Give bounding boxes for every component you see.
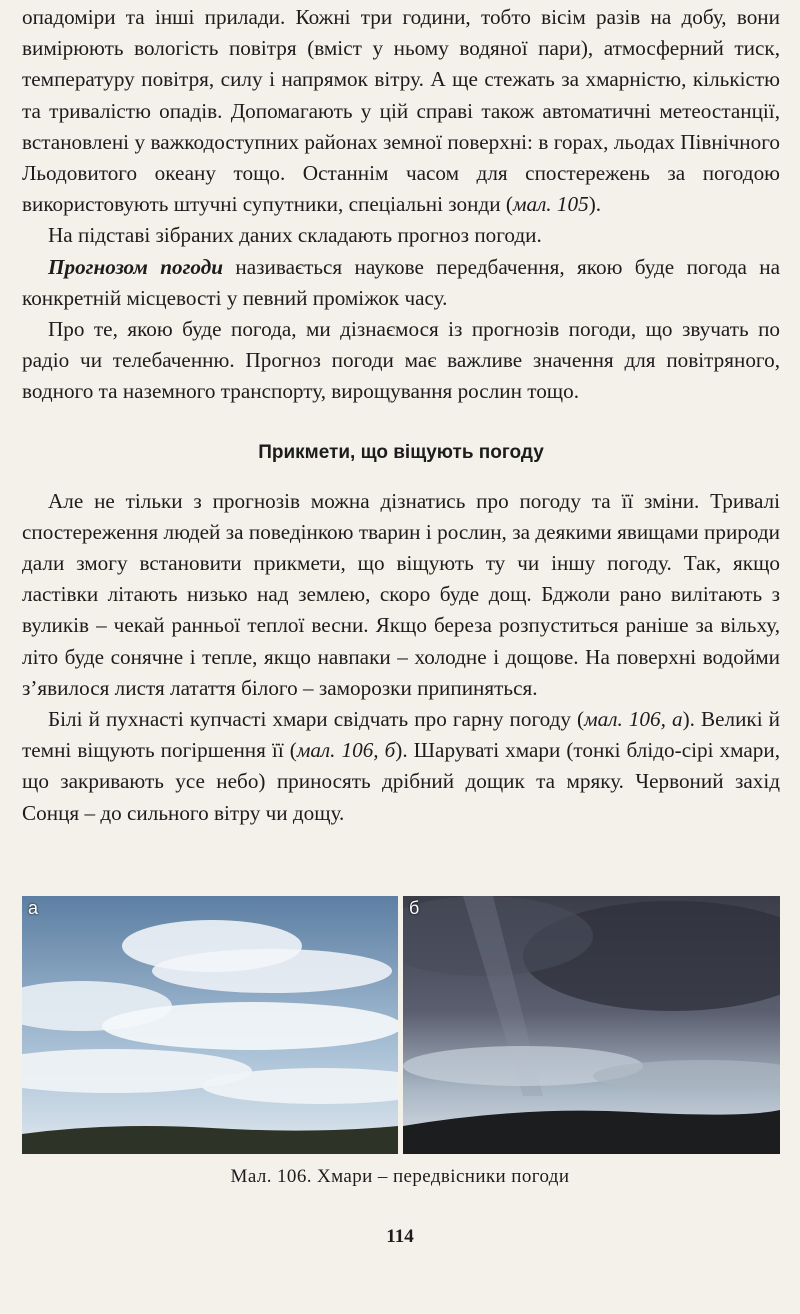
paragraph-3 — [22, 252, 780, 314]
term-weather-forecast: Прогнозом погоди — [48, 254, 224, 279]
paragraph-2: На підставі зібраних даних складають прогноз погоди. — [48, 223, 542, 248]
figure-106 — [22, 896, 780, 1154]
figure-ref-105: мал. 105 — [512, 192, 589, 217]
paragraph-6-text-a: Білі й пухнасті купчасті хмари свідчать про гарну погоду ( — [48, 707, 585, 732]
paragraph-5: Але не тільки з прогнозів можна дізнатись про погоду та її зміни. Тривалі спостереження людей за поведінкою тварин і рослин, за деякими явищами природи дали змогу встановити прикмети, що віщують ту чи іншу погоду. Так, якщо ластівки літають низько над землею, скоро буде дощ. Бджоли рано вилітають з вуликів – чекай ранньої теплої весни. Якщо береза розпуститься раніше за вільху, літо буде сонячне і тепле, якщо навпаки – холодне і дощове. На поверхні водойми з’явилося листя латаття білого – заморозки припиняться. — [22, 488, 780, 700]
photo-storm-clouds — [403, 896, 780, 1154]
paragraph-6-text-b: ). Великі й темні віщують погіршення її ( — [22, 707, 781, 763]
photo-b-image — [403, 896, 780, 1154]
paragraph-1 — [22, 2, 780, 220]
figure-ref-106a: мал. 106, а — [584, 707, 683, 732]
photo-b-label: б — [409, 898, 420, 918]
photo-a-image — [22, 896, 398, 1154]
figure-caption: Мал. 106. Хмари – передвісники погоди — [230, 1166, 570, 1187]
page-text — [22, 0, 780, 829]
photo-a-label: а — [28, 898, 39, 918]
paragraph-6-text-c: ). Шаруваті хмари (тонкі блідо-сірі хмари, що закривають усе небо) приносять дрібний дощик та мряку. Червоний захід Сонця – до сильного вітру чи дощу. — [22, 738, 780, 825]
paragraph-1-end: ). — [588, 192, 602, 217]
paragraph-6 — [22, 704, 780, 829]
paragraph-4: Про те, якою буде погода, ми дізнаємося із прогнозів погоди, що звучать по радіо чи телебаченню. Прогноз погоди має важливе значення для повітряного, водного та наземного транспорту, вирощування рослин тощо. — [22, 317, 780, 404]
paragraph-3-text: називається наукове передбачення, якою буде погода на конкретній місцевості у певний проміжок часу. — [22, 254, 780, 310]
figure-ref-106b: мал. 106, б — [296, 738, 396, 763]
page-number: 114 — [386, 1226, 414, 1247]
photo-cumulus-clouds — [22, 896, 398, 1154]
paragraph-1-text: опадоміри та інші прилади. Кожні три години, тобто вісім разів на добу, вони вимірюють вологість повітря (вміст у ньому водяної пари), атмосферний тиск, температуру повітря, силу і напрямок вітру. А ще стежать за хмарністю, кількістю та тривалістю опадів. Допомагають у цій справі також автоматичні метеостанції, встановлені у важкодоступних районах земної поверхні: в горах, льодах Північного Льодовитого океану тощо. Останнім часом для спостережень за погодою використовують штучні супутники, спеціальні зонди ( — [22, 5, 780, 217]
section-heading: Прикмети, що віщують погоду — [258, 441, 544, 463]
